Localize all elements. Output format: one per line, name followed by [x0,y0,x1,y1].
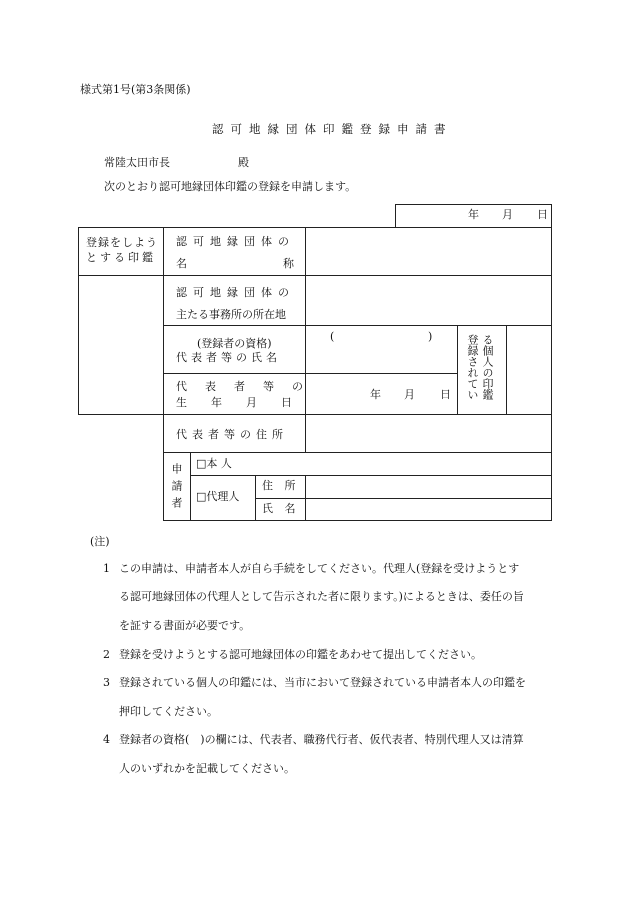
note-2-number: 2 [103,648,110,661]
note-1-line1: この申請は、申請者本人が自ら手続をしてください。代理人(登録を受けようとす [119,562,520,575]
org-name-line1: 認可地縁団体の [176,235,295,248]
applicant-agent-checkbox: □代理人 [196,490,240,503]
paren-close: ) [428,330,433,343]
note-4-number: 4 [103,733,110,746]
line-seal-box-bottom [78,414,163,415]
line-after-seal-label [78,275,163,276]
applicant-self-checkbox: □本 人 [196,457,232,470]
rep-birth-line2: 生年月日 [176,396,316,409]
honorific: 殿 [238,156,249,169]
note-3-line1: 登録されている個人の印鑑には、当市において登録されている申請者本人の印鑑を [119,676,526,689]
notes-header: (注) [90,535,110,548]
agent-address-label: 住 所 [262,479,300,492]
office-line1: 認可地縁団体の [176,286,295,299]
note-4-line1: 登録者の資格( )の欄には、代表者、職務代行者、仮代表者、特別代理人又は清算 [119,733,524,746]
date-year: 年 [468,208,479,221]
table-right [551,227,552,521]
date-month: 月 [502,208,513,221]
seal-label-line2: とする印鑑 [86,251,156,264]
rep-name-label: 代表者等の氏名 [176,351,281,364]
note-1-number: 1 [103,562,110,575]
note-3-number: 3 [103,676,110,689]
rep-qualification: (登録者の資格) [197,337,272,350]
value-col-left [305,227,306,453]
date-box-top [395,204,552,205]
note-4-line2: 人のいずれかを記載してください。 [119,762,295,775]
org-name-line2-a: 名 [176,257,187,270]
office-line2: 主たる事務所の所在地 [176,308,286,321]
registered-seal-col2: る個人の印鑑 [481,334,494,400]
birth-year: 年 [370,388,381,401]
birth-day: 日 [440,388,451,401]
label-col-left [163,227,164,521]
line-after-office [163,325,552,326]
line-after-agent-address [255,498,552,499]
agent-col-right [255,475,256,521]
agent-sub-col-right [305,475,306,521]
registered-seal-col1: 登録されてい [466,334,479,400]
rep-address-label: 代表者等の住所 [176,428,288,441]
line-after-birth [163,414,552,415]
org-name-line2-b: 称 [283,257,294,270]
seal-label-line1: 登録をしよう [86,236,158,249]
note-3-line2: 押印してください。 [119,705,218,718]
agent-name-label: 氏 名 [262,502,300,515]
table-bottom-line [163,520,552,521]
applicant-label: 申請者 [170,463,183,514]
applicant-col-right [190,452,191,521]
line-after-org-name [163,275,552,276]
rep-birth-line1: 代表者等の [176,380,321,393]
line-after-rep-name [163,373,457,374]
line-after-rep-address [163,452,552,453]
form-title: 認可地縁団体印鑑登録申請書 [212,122,453,136]
seal-col-left [78,227,79,415]
note-2-line1: 登録を受けようとする認可地縁団体の印鑑をあわせて提出してください。 [119,648,482,661]
date-box-left [395,204,396,227]
birth-month: 月 [404,388,415,401]
date-box-right [551,204,552,227]
form-number: 様式第1号(第3条関係) [80,83,191,96]
registered-col-right [506,325,507,415]
intro-text: 次のとおり認可地縁団体印鑑の登録を申請します。 [104,180,357,193]
note-1-line2: る認可地縁団体の代理人として告示された者に限ります。)によるときは、委任の旨 [119,590,524,603]
registered-col-left [457,325,458,415]
paren-open: ( [330,330,335,343]
table-top-line [78,227,552,228]
date-day: 日 [537,208,548,221]
line-after-self [190,475,552,476]
note-1-line3: を証する書面が必要です。 [119,619,251,632]
addressee: 常陸太田市長 [104,156,170,169]
